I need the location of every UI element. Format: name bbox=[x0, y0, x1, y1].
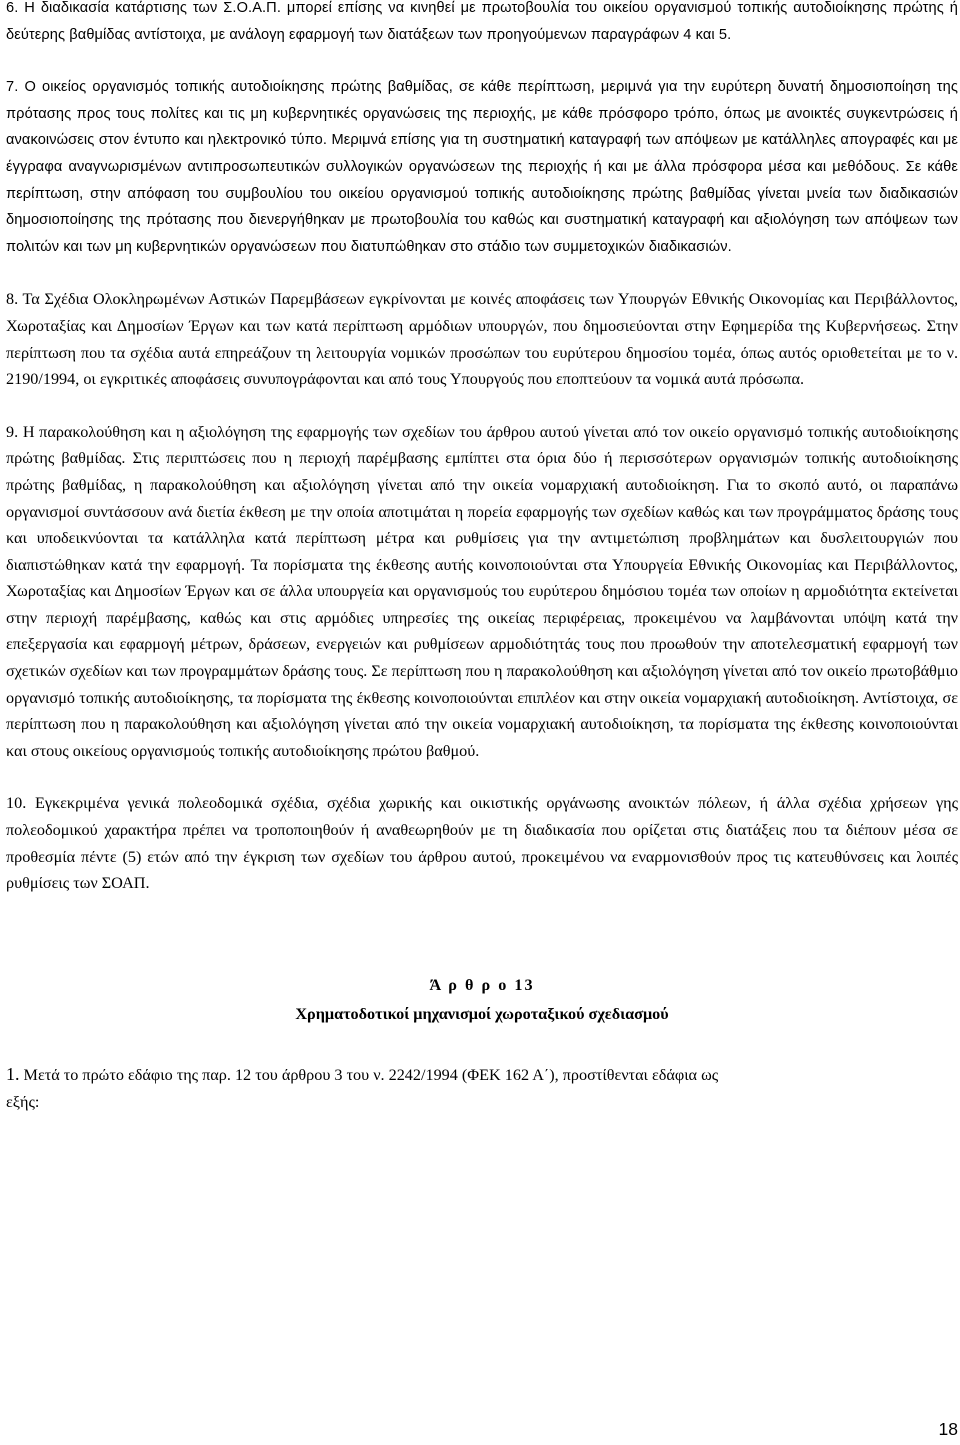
article-paragraph-1 bbox=[6, 1061, 958, 1089]
paragraph-9: 9. Η παρακολούθηση και η αξιολόγηση της εφαρμογής των σχεδίων του άρθρου αυτού γίνεται από τον οικείο οργανισμό τοπικής αυτοδιοίκησης πρώτης βαθμίδας. Στις περιπτώσεις που η περιοχή παρέμβασης εμπίπτει στα όρια δύο ή περισσότερων οργανισμών τοπικής αυτοδιοίκησης πρώτης βαθμίδας, η παρακολούθηση και αξιολόγηση γίνεται από την οικεία νομαρχιακή αυτοδιοίκηση. Για το σκοπό αυτό, οι παραπάνω οργανισμοί συντάσσουν ανά διετία έκθεση με την οποία αποτιμάται η πορεία εφαρμογής των σχεδίων καθώς και των προγράμματος δράσης τους και υποδεικνύονται τα κατάλληλα κατά περίπτωση μέτρα και ρυθμίσεις για την αντιμετώπιση προβλημάτων και δυσλειτουργιών που διαπιστώθηκαν κατά την εφαρμογή. Τα πορίσματα της έκθεσης αυτής κοινοποιούνται στα Υπουργεία Εθνικής Οικονομίας και Περιβάλλοντος, Χωροταξίας και Δημοσίων Έργων και σε άλλα υπουργεία και οργανισμούς του ευρύτερου δημόσιου τομέα των οποίων η αρμοδιότητα εκτείνεται στην περιοχή παρέμβασης, καθώς και στις αρμόδιες υπηρεσίες της οικείας περιφέρειας, προκειμένου να λαμβάνονται υπόψη κατά την επεξεργασία και εφαρμογή μέτρων, δράσεων, ενεργειών και ρυθμίσεων αρμοδιότητάς τους που προωθούν την αποτελεσματική εφαρμογή των σχετικών σχεδίων και των προγραμμάτων δράσης τους. Σε περίπτωση που η παρακολούθηση και αξιολόγηση γίνεται από τον οικείο πρωτοβάθμιο οργανισμό τοπικής αυτοδιοίκησης, τα πορίσματα της έκθεσης κοινοποιούνται επιπλέον και στην οικεία νομαρχιακή αυτοδιοίκηση. Αντίστοιχα, σε περίπτωση που η παρακολούθηση και αξιολόγηση γίνεται από την οικεία νομαρχιακή αυτοδιοίκηση, τα πορίσματα της έκθεσης κοινοποιούνται και στους οικείους οργανισμούς τοπικής αυτοδιοίκησης πρώτου βαθμού. bbox=[6, 422, 958, 760]
article-paragraph-1-number: 1. bbox=[6, 1063, 20, 1084]
article-title: Χρηματοδοτικοί μηχανισμοί χωροταξικού σχεδιασμού bbox=[295, 1004, 669, 1023]
document-page bbox=[6, 0, 958, 1116]
paragraph-6: 6. Η διαδικασία κατάρτισης των Σ.Ο.Α.Π. μπορεί επίσης να κινηθεί με πρωτοβουλία του οικείου οργανισμού τοπικής αυτοδιοίκησης πρώτης ή δεύτερης βαθμίδας αντίστοιχα, με ανάλογη εφαρμογή των διατάξεων των προηγούμενων παραγράφων 4 και 5. bbox=[6, 0, 958, 43]
paragraph-10: 10. Εγκεκριμένα γενικά πολεοδομικά σχέδια, σχέδια χωρικής και οικιστικής οργάνωσης ανοικτών πόλεων, ή άλλα σχέδια χρήσεων γης πολεοδομικού χαρακτήρα πρέπει να τροποποιηθούν ή αναθεωρηθούν με τη διαδικασία που ορίζεται στις διατάξεις που τα διέπουν μέσα σε προθεσμία πέντε (5) ετών από την έγκριση των σχεδίων του άρθρου αυτού, προκειμένου να εναρμονισθούν προς τις κατευθύνσεις και λοιπές ρυθμίσεις των ΣΟΑΠ. bbox=[6, 794, 958, 893]
page-number: 18 bbox=[938, 1419, 958, 1439]
paragraph-8: 8. Τα Σχέδια Ολοκληρωμένων Αστικών Παρεμβάσεων εγκρίνονται με κοινές αποφάσεις των Υπουργών Εθνικής Οικονομίας και Περιβάλλοντος, Χωροταξίας και Δημοσίων Έργων και των κατά περίπτωση αρμόδιων υπουργών, που δημοσιεύονται στην Εφημερίδα της Κυβερνήσεως. Στην περίπτωση που τα σχέδια αυτά επηρεάζουν τη λειτουργία νομικών προσώπων του ευρύτερου δημοσίου τομέα, όπως αυτός οριοθετείται με το ν. 2190/1994, οι εγκριτικές αποφάσεις συνυπογράφονται και από τους Υπουργούς που εποπτεύουν τα νομικά αυτά πρόσωπα. bbox=[6, 290, 958, 389]
article-paragraph-1-continuation: εξής: bbox=[6, 1093, 40, 1112]
paragraph-7: 7. Ο οικείος οργανισμός τοπικής αυτοδιοίκησης πρώτης βαθμίδας, σε κάθε περίπτωση, μεριμνά για την ευρύτερη δυνατή δημοσιοποίηση της πρότασης προς τους πολίτες και τις μη κυβερνητικές οργανώσεις της περιοχής, με κάθε πρόσφορο τρόπο, όπως με ανοικτές συγκεντρώσεις ή ανακοινώσεις στον έντυπο και ηλεκτρονικό τύπο. Μεριμνά επίσης για τη συστηματική καταγραφή των απόψεων με κατάλληλες απογραφές και με έγγραφα αναγνωρισμένων αντιπροσωπευτικών συλλογικών οργανώσεων της περιοχής ή και με άλλα πρόσφορα μέσα και μεθόδους. Σε κάθε περίπτωση, στην απόφαση του συμβουλίου του οικείου οργανισμού τοπικής αυτοδιοίκησης πρώτης βαθμίδας γίνεται μνεία των διαδικασιών δημοσιοποίησης της πρότασης που διενεργήθηκαν με πρωτοβουλία του καθώς και συστηματική καταγραφή και αξιολόγηση των απόψεων των πολιτών και των μη κυβερνητικών οργανώσεων που διατυπώθηκαν στο στάδιο των συμμετοχικών διαδικασιών. bbox=[6, 79, 958, 255]
article-number: Ά ρ θ ρ ο 13 bbox=[429, 975, 535, 994]
article-paragraph-1-text: Μετά το πρώτο εδάφιο της παρ. 12 του άρθρου 3 του ν. 2242/1994 (ΦΕΚ 162 Α΄), προστίθενται εδάφια ως bbox=[19, 1065, 719, 1084]
